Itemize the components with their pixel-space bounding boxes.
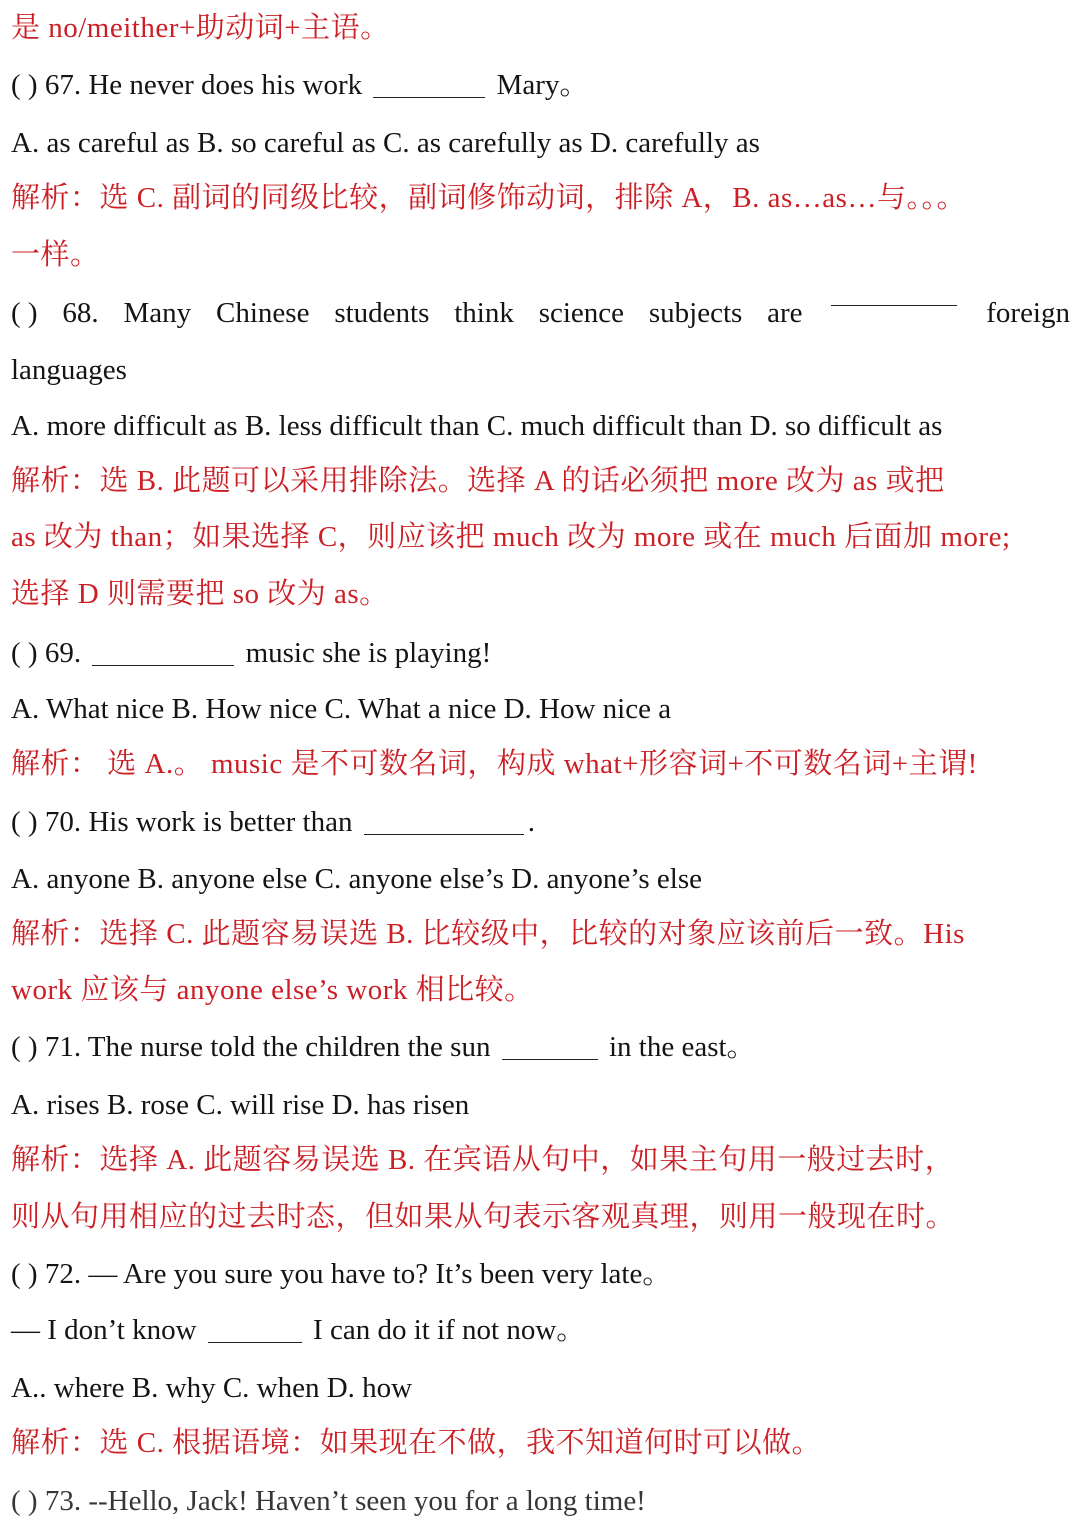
word: Many (123, 297, 192, 329)
question-stem: ( ) 67. He never does his work (11, 69, 370, 101)
answer-blank (373, 67, 485, 98)
analysis-text: as 改为 than；如果选择 C，则应该把 much 改为 more 或在 much 后面加 more; (11, 521, 1011, 553)
analysis-text: 解析：选 C. 根据语境：如果现在不做，我不知道何时可以做。 (11, 1427, 822, 1459)
question-stem: — I don’t know (11, 1314, 204, 1346)
question-text: ( ) 72. — Are you sure you have to? It’s been very late。 (11, 1258, 672, 1290)
word: science (538, 297, 625, 329)
question-68-options (11, 398, 1070, 454)
analysis-text: 解析：选择 A. 此题容易误选 B. 在宾语从句中，如果主句用一般过去时， (11, 1144, 955, 1176)
answer-blank (92, 635, 234, 666)
question-71 (11, 1019, 1070, 1075)
answer-blank (364, 804, 524, 835)
question-68-analysis (11, 453, 1070, 509)
question-72 (11, 1246, 1070, 1302)
question-69-analysis (11, 736, 1070, 792)
analysis-text: 解析： 选 A.。 music 是不可数名词，构成 what+形容词+不可数名词+主谓! (11, 748, 978, 780)
answer-blank (208, 1312, 302, 1343)
question-68 (11, 285, 1070, 341)
question-71-options (11, 1077, 1070, 1133)
question-72-analysis (11, 1415, 1070, 1471)
options-text: A. rises B. rose C. will rise D. has risen (11, 1089, 470, 1121)
question-stem: ( ) 69. (11, 637, 89, 669)
options-text: A. anyone B. anyone else C. anyone else’s D. anyone’s else (11, 863, 702, 895)
answer-blank (502, 1029, 598, 1060)
analysis-text: 选择 D 则需要把 so 改为 as。 (11, 578, 389, 610)
word: subjects (648, 297, 743, 329)
question-68-analysis-cont2 (11, 566, 1070, 622)
question-70 (11, 794, 1070, 850)
analysis-text: 则从句用相应的过去时态，但如果从句表示客观真理，则用一般现在时。 (11, 1201, 956, 1233)
question-70-options (11, 851, 1070, 907)
analysis-line-continuation (11, 0, 1070, 56)
question-73 (11, 1473, 1070, 1529)
question-72-options (11, 1360, 1070, 1416)
options-text: A. more difficult as B. less difficult than C. much difficult than D. so difficult as (11, 410, 943, 442)
question-67-analysis (11, 170, 1070, 226)
question-70-analysis-cont (11, 962, 1070, 1018)
question-71-analysis (11, 1132, 1070, 1188)
question-stem: ( ) 71. The nurse told the children the sun (11, 1031, 498, 1063)
question-68-analysis-cont (11, 509, 1070, 565)
question-text: ( ) 73. --Hello, Jack! Haven’t seen you for a long time! (11, 1485, 646, 1517)
word: think (454, 297, 514, 329)
question-stem-tail: music she is playing! (238, 637, 492, 669)
question-69 (11, 625, 1070, 681)
question-68-cont (11, 342, 1070, 398)
question-stem-tail: Mary。 (489, 69, 589, 101)
question-71-analysis-cont (11, 1189, 1070, 1245)
options-text: A. What nice B. How nice C. What a nice D. How nice a (11, 693, 672, 725)
question-72-reply (11, 1302, 1070, 1358)
analysis-text: 一样。 (11, 239, 100, 271)
word: foreign (986, 297, 1070, 329)
analysis-text: 解析：选 C. 副词的同级比较，副词修饰动词，排除 A，B. as…as…与。。。 (11, 182, 966, 214)
word: are (767, 297, 803, 329)
options-text: A. as careful as B. so careful as C. as carefully as D. carefully as (11, 127, 760, 159)
question-stem: ( ) 70. His work is better than (11, 806, 360, 838)
word: Chinese (216, 297, 310, 329)
question-70-analysis (11, 906, 1070, 962)
options-text: A.. where B. why C. when D. how (11, 1372, 413, 1404)
question-text: languages (11, 354, 127, 386)
question-67 (11, 57, 1070, 113)
analysis-text: 解析：选择 C. 此题容易误选 B. 比较级中，比较的对象应该前后一致。His (11, 918, 965, 950)
answer-blank (831, 275, 957, 306)
question-stem-tail: in the east。 (601, 1031, 756, 1063)
question-69-options (11, 681, 1070, 737)
word: ( ) (11, 297, 38, 329)
analysis-text: 是 no/meither+助动词+主语。 (11, 12, 390, 44)
word: 68. (62, 297, 99, 329)
analysis-text: 解析：选 B. 此题可以采用排除法。选择 A 的话必须把 more 改为 as 或把 (11, 465, 945, 497)
analysis-text: work 应该与 anyone else’s work 相比较。 (11, 974, 534, 1006)
question-67-options (11, 115, 1070, 171)
question-stem-tail: I can do it if not now。 (305, 1314, 586, 1346)
word: students (334, 297, 430, 329)
question-stem-tail: . (527, 806, 535, 838)
